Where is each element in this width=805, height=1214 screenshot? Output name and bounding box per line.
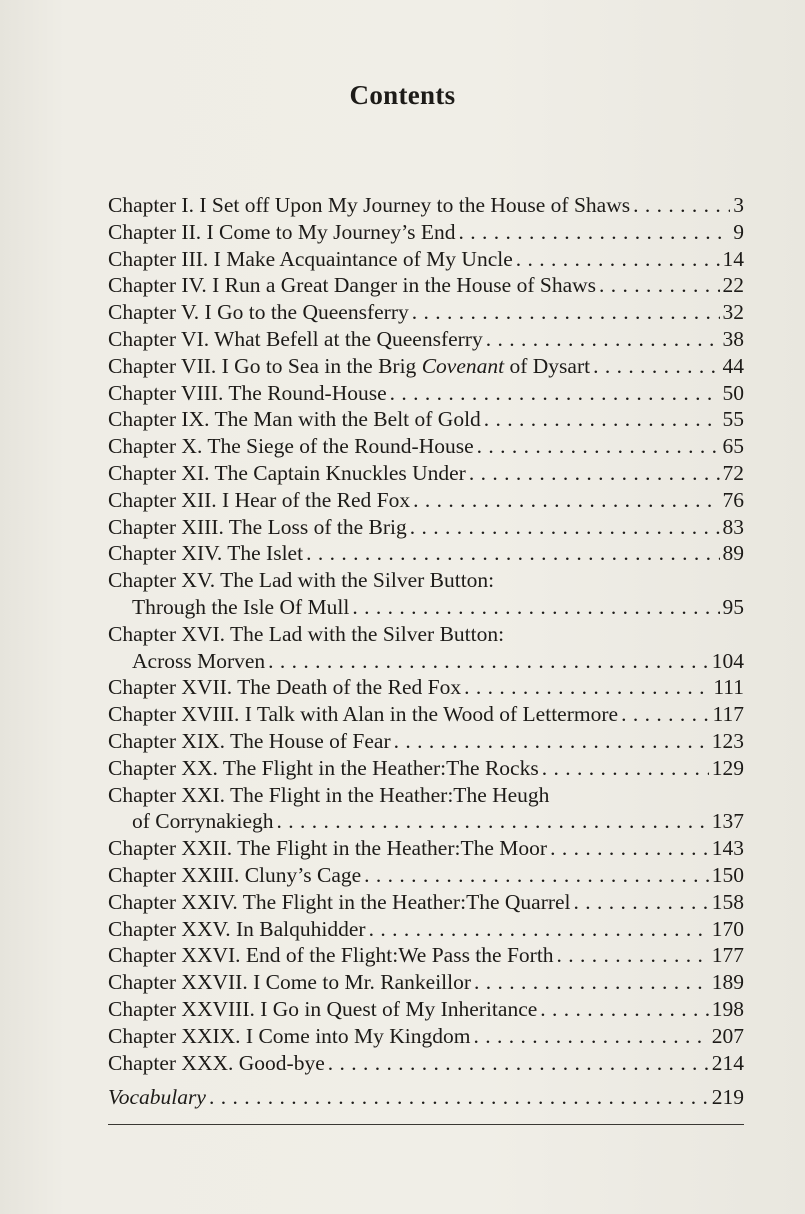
dot-leader	[364, 862, 709, 889]
toc-page-number: 117	[712, 702, 744, 727]
toc-page-number: 207	[711, 1023, 744, 1048]
toc-entry-title	[108, 353, 590, 380]
toc-entry-text: Chapter XXI. The Flight in the Heather:The Heugh	[108, 782, 550, 807]
toc-entry-text: Across Morven	[132, 648, 266, 673]
toc-entry-title	[108, 326, 483, 353]
toc-entry	[108, 433, 744, 460]
toc-entry-text: Chapter XXIX. I Come into My Kingdom	[108, 1023, 471, 1048]
toc-entry	[108, 460, 744, 487]
toc-entry	[108, 353, 744, 380]
dot-leader	[557, 942, 709, 969]
toc-entry	[108, 701, 744, 728]
toc-entry-text: Chapter XI. The Captain Knuckles Under	[108, 460, 466, 485]
toc-page-number: 150	[711, 862, 744, 887]
toc-entry-text: Chapter VIII. The Round-House	[108, 380, 387, 405]
toc-entry	[108, 942, 744, 969]
toc-entry	[108, 862, 744, 889]
toc-entry-title	[108, 674, 461, 701]
toc-page-number: 9	[733, 219, 744, 244]
toc-page-number: 170	[711, 916, 744, 941]
toc-page-number: 95	[722, 594, 744, 619]
toc-entry-title	[108, 755, 539, 782]
toc-entry-text: Chapter IV. I Run a Great Danger in the House of Shaws	[108, 273, 597, 298]
toc-entry	[108, 1050, 744, 1077]
toc-page-number: 3	[733, 193, 744, 217]
table-of-contents	[108, 192, 744, 1111]
toc-page-number: 177	[711, 943, 744, 968]
dot-leader	[369, 916, 709, 943]
toc-entry	[108, 916, 744, 943]
toc-entry-title	[108, 621, 504, 648]
toc-entry-title	[108, 728, 391, 755]
toc-entry-text: Chapter II. I Come to My Journey’s End	[108, 219, 456, 244]
toc-page-number: 111	[713, 675, 744, 700]
dot-leader	[633, 192, 730, 219]
dot-leader	[352, 594, 719, 621]
toc-entry-title	[108, 272, 596, 299]
toc-entry-text: Chapter XV. The Lad with the Silver Button:	[108, 568, 495, 593]
toc-entry-text: Chapter III. I Make Acquaintance of My Uncle	[108, 246, 513, 271]
toc-entry-text: Chapter XVII. The Death of the Red Fox	[108, 675, 462, 700]
toc-entry-title	[108, 969, 471, 996]
toc-entry	[108, 567, 744, 594]
dot-leader	[394, 728, 709, 755]
toc-entry-title	[108, 460, 466, 487]
dot-leader	[412, 299, 720, 326]
toc-page-number: 65	[722, 434, 744, 459]
toc-entry	[108, 648, 744, 675]
toc-page-number: 22	[722, 273, 744, 298]
dot-leader	[542, 755, 709, 782]
toc-entry	[108, 808, 744, 835]
toc-entry-text: Chapter XXVII. I Come to Mr. Rankeillor	[108, 970, 472, 995]
toc-entry-text: Chapter XXVIII. I Go in Quest of My Inheritance	[108, 996, 538, 1021]
dot-leader	[540, 996, 708, 1023]
toc-entry-text: Chapter XIX. The House of Fear	[108, 728, 391, 753]
toc-entry-title	[108, 701, 618, 728]
toc-entry	[108, 326, 744, 353]
toc-entry	[108, 755, 744, 782]
toc-entry	[108, 246, 744, 273]
toc-page-number: 32	[722, 300, 744, 325]
dot-leader	[209, 1084, 709, 1111]
toc-entry-title	[108, 835, 547, 862]
toc-entry-text: Chapter X. The Siege of the Round-House	[108, 434, 474, 459]
dot-leader	[477, 433, 720, 460]
dot-leader	[474, 969, 709, 996]
toc-page-number: 50	[722, 380, 744, 405]
toc-entry-text: Chapter VII. I Go to Sea in the Brig	[108, 353, 422, 378]
toc-entry	[108, 299, 744, 326]
toc-page-number: 137	[711, 809, 744, 834]
toc-entry	[108, 674, 744, 701]
dot-leader	[473, 1023, 708, 1050]
toc-entry-vocabulary	[108, 1084, 744, 1111]
toc-entry-title	[108, 540, 303, 567]
toc-entry-title	[108, 942, 554, 969]
toc-entry	[108, 835, 744, 862]
dot-leader	[459, 219, 731, 246]
toc-entry-text: Chapter XXV. In Balquhidder	[108, 916, 366, 941]
toc-entry-title	[108, 996, 537, 1023]
dot-leader	[464, 674, 710, 701]
toc-entry-title	[132, 594, 349, 621]
dot-leader	[268, 648, 709, 675]
dot-leader	[574, 889, 709, 916]
dot-leader	[328, 1050, 709, 1077]
toc-entry	[108, 969, 744, 996]
toc-entry	[108, 406, 744, 433]
footer-rule	[108, 1124, 744, 1125]
toc-entry	[108, 728, 744, 755]
dot-leader	[390, 380, 720, 407]
toc-entry-text: Chapter XXVI. End of the Flight:We Pass the Forth	[108, 943, 554, 968]
toc-entry-title	[108, 299, 409, 326]
toc-entry-text: Chapter XX. The Flight in the Heather:The Rocks	[108, 755, 539, 780]
toc-entry	[108, 1023, 744, 1050]
toc-entry-text: Chapter IX. The Man with the Belt of Gold	[108, 407, 481, 432]
toc-entry	[108, 192, 744, 219]
toc-entry-title	[108, 433, 474, 460]
toc-entry-title	[108, 567, 494, 594]
toc-entry-title	[108, 514, 407, 541]
toc-entry	[108, 540, 744, 567]
toc-entry	[108, 380, 744, 407]
toc-entry-text: Chapter XVI. The Lad with the Silver Button:	[108, 621, 505, 646]
toc-page-number: 14	[722, 246, 744, 271]
toc-entry-text: Chapter I. I Set off Upon My Journey to the House of Shaws	[108, 193, 631, 217]
toc-entry-text: Through the Isle Of Mull	[132, 594, 350, 619]
toc-page-number: 214	[711, 1050, 744, 1075]
toc-entry	[108, 487, 744, 514]
toc-entry	[108, 996, 744, 1023]
toc-entry-text: of Corrynakiegh	[132, 809, 274, 834]
toc-entry-title	[108, 782, 549, 809]
page-title: Contents	[349, 80, 456, 110]
toc-entry-title	[132, 648, 265, 675]
toc-page-number: 129	[711, 755, 744, 780]
toc-entry-title	[108, 487, 410, 514]
dot-leader	[413, 487, 719, 514]
toc-page-number: 189	[711, 970, 744, 995]
toc-entry-title	[108, 889, 571, 916]
dot-leader	[593, 353, 719, 380]
toc-entry	[108, 782, 744, 809]
toc-page-number: 55	[722, 407, 744, 432]
vocabulary-label: Vocabulary	[108, 1085, 206, 1110]
toc-entry	[108, 594, 744, 621]
toc-entry-text: Chapter XIV. The Islet	[108, 541, 304, 566]
dot-leader	[550, 835, 709, 862]
dot-leader	[516, 246, 720, 273]
toc-entry-title	[108, 192, 630, 219]
toc-page-number: 83	[722, 514, 744, 539]
toc-page-number: 104	[711, 648, 744, 673]
toc-entry-text: Chapter XIII. The Loss of the Brig	[108, 514, 407, 539]
toc-entry	[108, 621, 744, 648]
dot-leader	[486, 326, 720, 353]
toc-page-number: 219	[711, 1085, 744, 1110]
toc-page-number: 123	[711, 728, 744, 753]
dot-leader	[469, 460, 720, 487]
dot-leader	[306, 540, 719, 567]
toc-entry-title	[108, 219, 456, 246]
toc-page-number: 72	[722, 460, 744, 485]
toc-entry	[108, 889, 744, 916]
toc-entry-title	[108, 1023, 470, 1050]
toc-entry	[108, 272, 744, 299]
toc-entry-text: Chapter XXIV. The Flight in the Heather:The Quarrel	[108, 889, 571, 914]
toc-page-number: 158	[711, 889, 744, 914]
toc-entry-text: Chapter XXII. The Flight in the Heather:The Moor	[108, 836, 548, 861]
toc-entry	[108, 219, 744, 246]
toc-page-number: 44	[722, 353, 744, 378]
toc-entry-text: Chapter XII. I Hear of the Red Fox	[108, 487, 411, 512]
toc-entry	[108, 514, 744, 541]
dot-leader	[599, 272, 719, 299]
toc-entry-title	[108, 380, 387, 407]
toc-entry-text: Chapter V. I Go to the Queensferry	[108, 300, 409, 325]
toc-entry-title	[108, 862, 361, 889]
toc-entry-text: Chapter XXIII. Cluny’s Cage	[108, 862, 362, 887]
toc-entry-italic-text: Covenant	[421, 353, 505, 378]
toc-entry-title	[108, 246, 513, 273]
dot-leader	[484, 406, 720, 433]
dot-leader	[621, 701, 709, 728]
toc-entry-text: Chapter XXX. Good-bye	[108, 1050, 325, 1075]
toc-entry-title	[132, 808, 274, 835]
dot-leader	[410, 514, 720, 541]
toc-entry-text: Chapter XVIII. I Talk with Alan in the Wood of Lettermore	[108, 702, 619, 727]
toc-page-number: 38	[722, 326, 744, 351]
toc-entry-text: of Dysart	[504, 353, 591, 378]
dot-leader	[277, 808, 709, 835]
toc-entry-title	[108, 1050, 325, 1077]
toc-page-number: 143	[711, 836, 744, 861]
toc-entry-text: Chapter VI. What Befell at the Queensferry	[108, 326, 483, 351]
toc-page-number: 198	[711, 996, 744, 1021]
toc-entry-title	[108, 916, 366, 943]
toc-page-number: 76	[722, 487, 744, 512]
toc-page-number: 89	[722, 541, 744, 566]
toc-entry-title	[108, 406, 481, 433]
